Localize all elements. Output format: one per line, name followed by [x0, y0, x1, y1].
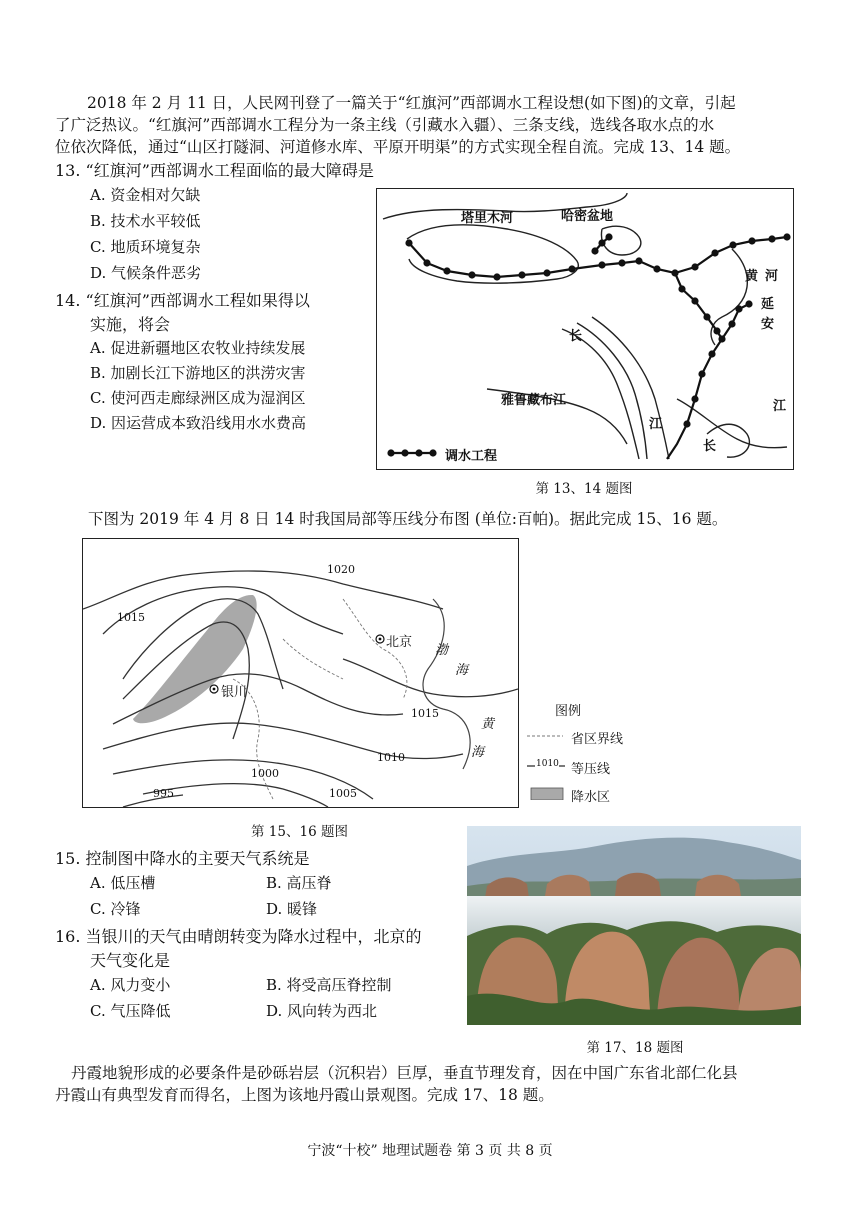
isobar-1010-label: 1010 — [377, 751, 405, 764]
intro-paragraph-2: 下图为 2019 年 4 月 8 日 14 时我国局部等压线分布图 (单位:百帕)。据此完成 15、16 题。 — [88, 510, 728, 528]
tarim-basin-outline — [407, 225, 578, 283]
isobar-1005-label: 1005 — [329, 787, 357, 800]
changjiang-upper-3 — [592, 317, 669, 459]
coastline — [423, 599, 470, 769]
intro-line-3: 位依次降低，通过“山区打隧洞、河道修水库、平原开明渠”的方式实现全程自流。完成 13、14 题。 — [55, 138, 741, 156]
q14-option-b: B. 加剧长江下游地区的洪涝灾害 — [90, 364, 306, 382]
bohai-label-1: 渤 — [435, 643, 449, 658]
jiang-label-2: 江 — [773, 399, 787, 414]
intro-line-1: 2018 年 2 月 11 日，人民网刊登了一篇关于“红旗河”西部调水工程设想(如下图)的文章，引起 — [87, 94, 736, 112]
precipitation-area — [133, 595, 257, 723]
beijing-label: 北京 — [386, 635, 413, 650]
map1-legend — [387, 449, 436, 456]
yellow-sea-label-1: 黄 — [481, 717, 495, 732]
chang-label-1: 长 — [569, 329, 583, 344]
yanan-label-2: 安 — [761, 317, 775, 332]
q16-option-d: D. 风向转为西北 — [266, 1002, 378, 1020]
q16-option-b: B. 将受高压脊控制 — [266, 976, 392, 994]
isobar-map-legend — [525, 700, 635, 805]
chang-label-2: 长 — [703, 439, 717, 454]
q16-option-a: A. 风力变小 — [90, 976, 171, 994]
yellow-label-1: 黄 — [745, 269, 759, 284]
yellow-label-2: 河 — [765, 269, 779, 284]
q16-stem-line-1: 16. 当银川的天气由晴朗转变为降水过程中，北京的 — [55, 927, 422, 946]
yanan-label-1: 延 — [761, 297, 775, 312]
danxia-landscape-photo — [467, 826, 801, 1025]
map1-legend-label: 调水工程 — [445, 449, 498, 464]
q15-option-b: B. 高压脊 — [266, 874, 332, 892]
isobar-1015-label-b: 1015 — [411, 707, 439, 720]
legend-symbols — [525, 700, 635, 800]
isobar-1000-label: 1000 — [251, 767, 279, 780]
tarim-river-label: 塔里木河 — [461, 211, 514, 226]
danxia-landscape-drawing — [467, 826, 801, 1025]
q13-stem: 13. “红旗河”西部调水工程面临的最大障碍是 — [55, 161, 374, 180]
q15-option-c: C. 冷锋 — [90, 900, 141, 918]
yarlung-tsangpo-label: 雅鲁藏布江 — [501, 393, 567, 408]
water-diversion-map — [376, 188, 794, 470]
q15-option-d: D. 暖锋 — [266, 900, 318, 918]
isobar-map — [82, 538, 519, 808]
q15-stem: 15. 控制图中降水的主要天气系统是 — [55, 849, 310, 868]
photo-caption: 第 17、18 题图 — [586, 1040, 684, 1056]
q15-option-a: A. 低压槽 — [90, 874, 156, 892]
q13-option-d: D. 气候条件恶劣 — [90, 264, 202, 282]
jiang-label-1: 江 — [649, 417, 663, 432]
hami-basin-label: 哈密盆地 — [561, 209, 614, 224]
hami-basin-outline — [601, 226, 640, 255]
yinchuan-label: 银川 — [221, 685, 248, 700]
isobar-1020 — [83, 571, 443, 609]
legend-isobar-label: 等压线 — [571, 762, 611, 777]
q14-option-a: A. 促进新疆地区农牧业持续发展 — [90, 339, 306, 357]
water-diversion-map-drawing — [377, 189, 793, 469]
intro3-line-2: 丹霞山有典型发育而得名，上图为该地丹霞山景观图。完成 17、18 题。 — [55, 1086, 554, 1104]
legend-title: 图例 — [555, 704, 582, 719]
isobar-1020-label: 1020 — [327, 563, 355, 576]
q16-stem-line-2: 天气变化是 — [90, 951, 171, 970]
q14-stem-line-1: 14. “红旗河”西部调水工程如果得以 — [55, 291, 310, 310]
isobar-1010 — [103, 723, 463, 759]
map1-caption: 第 13、14 题图 — [535, 481, 633, 497]
q14-stem-line-2: 实施，将会 — [90, 315, 171, 334]
yellow-sea-label-2: 海 — [471, 745, 485, 760]
intro3-line-1: 丹霞地貌形成的必要条件是砂砾岩层（沉积岩）巨厚，垂直节理发育，因在中国广东省北部仁化县 — [71, 1064, 738, 1082]
q16-option-c: C. 气压降低 — [90, 1002, 171, 1020]
q13-option-c: C. 地质环境复杂 — [90, 238, 201, 256]
q13-option-a: A. 资金相对欠缺 — [90, 186, 201, 204]
intro-paragraph-1 — [55, 92, 815, 158]
isobar-map-drawing — [83, 539, 518, 807]
intro-line-2: 了广泛热议。“红旗河”西部调水工程分为一条主线（引藏水入疆）、三条支线，选线各取水点的水 — [55, 116, 715, 134]
q13-option-b: B. 技术水平较低 — [90, 212, 201, 230]
legend-isobar-value: 1010 — [536, 759, 559, 769]
q14-option-d: D. 因运营成本致沿线用水水费高 — [90, 414, 307, 432]
q14-option-c: C. 使河西走廊绿洲区成为湿润区 — [90, 389, 306, 407]
bohai-label-2: 海 — [455, 663, 469, 678]
diversion-main-line — [409, 243, 639, 277]
isobar-995-label: 995 — [153, 787, 174, 800]
intro-paragraph-3 — [55, 1062, 815, 1106]
map2-caption: 第 15、16 题图 — [251, 824, 348, 840]
page-footer: 宁波“十校” 地理试题卷 第 3 页 共 8 页 — [307, 1143, 553, 1159]
province-border-3 — [283, 639, 343, 679]
isobar-1015-label-a: 1015 — [117, 611, 145, 624]
legend-precip-label: 降水区 — [571, 790, 611, 805]
legend-border-label: 省区界线 — [571, 732, 624, 747]
